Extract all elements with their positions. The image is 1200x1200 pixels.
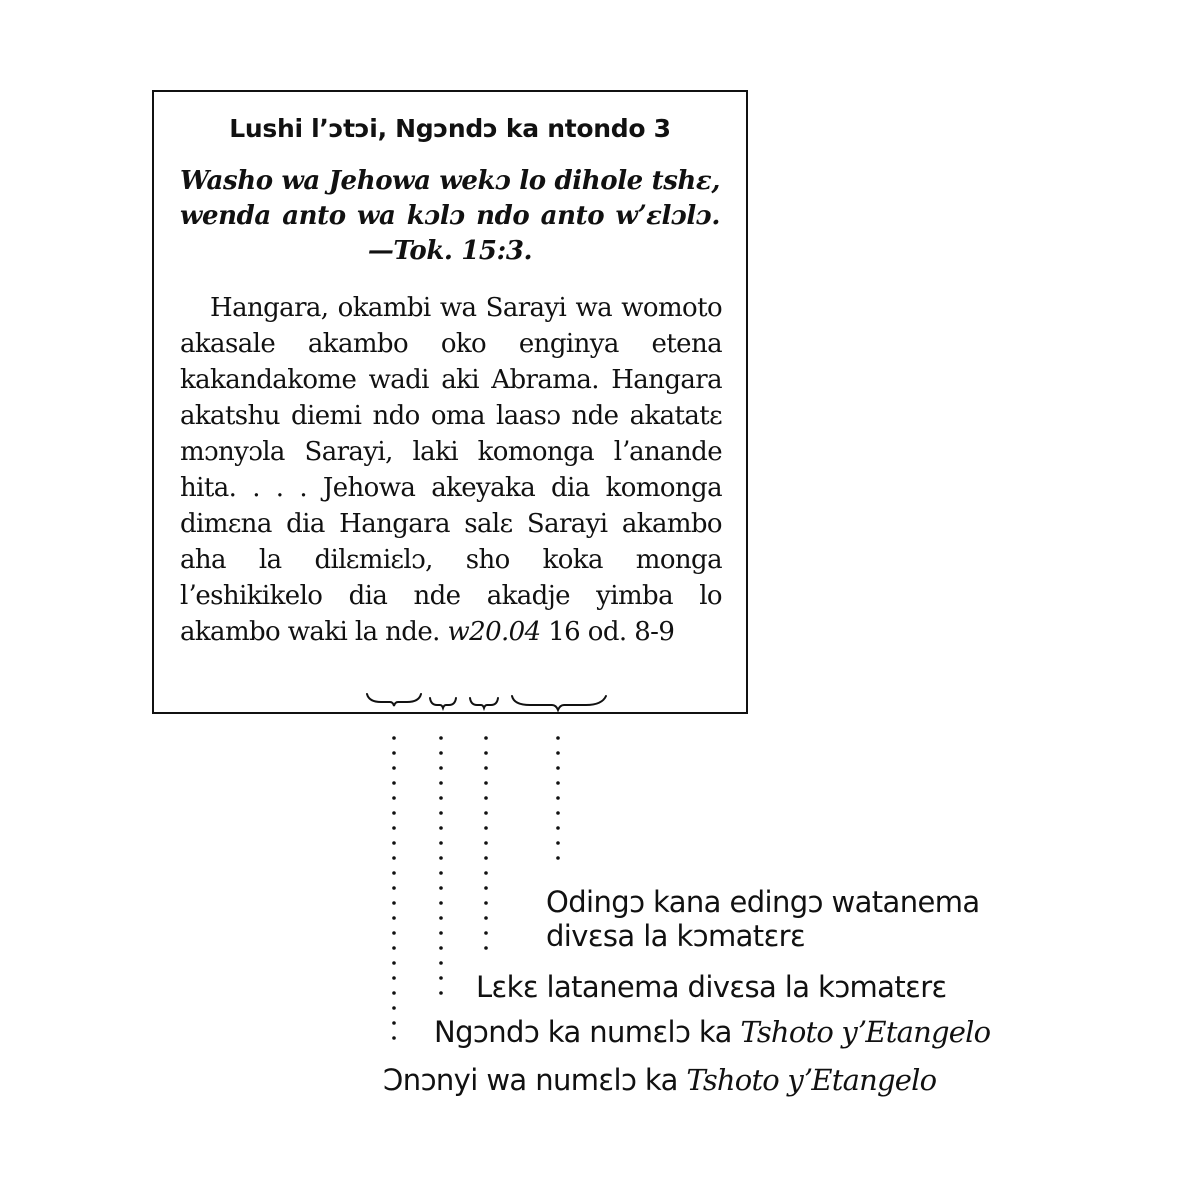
brace-paragraphs: [512, 696, 606, 710]
card-title: Lushi lʼɔtɔi, Ngɔndɔ ka ntondo 3: [229, 114, 671, 143]
label-paragraphs: [546, 885, 1076, 953]
ref-page: 16: [548, 617, 581, 647]
brace-month: [430, 698, 456, 708]
label-paragraphs-text: Odingɔ kana edingɔ watanema divɛsa la kɔmatɛrɛ: [546, 885, 980, 953]
ref-paragraphs: od. 8-9: [587, 617, 675, 647]
label-page: Lɛkɛ latanema divɛsa la kɔmatɛrɛ: [476, 970, 947, 1004]
theme-verse: Washo wa Jehowa wekɔ lo dihole tshɛ, wenda anto wa kɔlɔ ndo anto wʼɛlɔlɔ.—Tok. 15:3.: [180, 166, 720, 266]
label-month-publication: Tshoto yʼEtangelo: [740, 1015, 991, 1049]
label-year-prefix: Ɔnɔnyi wa numɛlɔ ka: [383, 1063, 678, 1097]
ref-publication: w20.04: [447, 617, 541, 647]
label-year: [383, 1063, 936, 1097]
label-month: [434, 1015, 990, 1049]
brace-year: [367, 694, 421, 706]
brace-page: [470, 698, 498, 708]
paragraph-text: Hangara, okambi wa Sarayi wa womoto akasale akambo oko enginya etena kakandakome wadi aki Abrama. Hangara akatshu diemi ndo oma laasɔ nde akatatɛ mɔnyɔla Sarayi, laki komonga lʼanande hita. . . . Jehowa akeyaka dia komonga dimɛna dia Hangara salɛ Sarayi akambo aha la dilɛmiɛlɔ, sho koka monga lʼeshikikelo dia nde akadje yimba lo akambo waki la nde.: [180, 293, 722, 647]
label-month-prefix: Ngɔndɔ ka numɛlɔ ka: [434, 1015, 732, 1049]
label-year-publication: Tshoto yʼEtangelo: [686, 1063, 937, 1097]
